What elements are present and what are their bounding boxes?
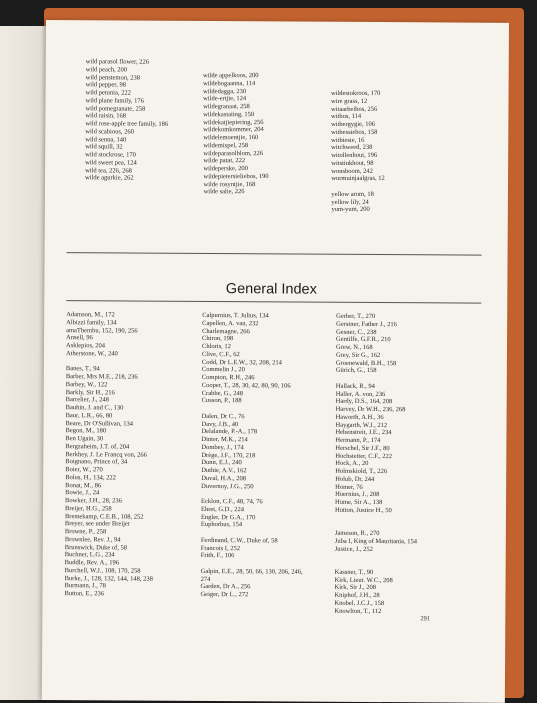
index-entry: Brownlee, Rev. J., 94 bbox=[64, 535, 121, 544]
index-entry: Capellen, A. van, 232 bbox=[202, 319, 259, 328]
index-entry: wild plane family, 176 bbox=[85, 96, 144, 105]
index-entry: wilde appelkoos, 200 bbox=[203, 72, 259, 80]
index-entry: Holmskiold, T., 226 bbox=[335, 467, 388, 476]
index-entry: Cusson, P., 188 bbox=[201, 397, 242, 405]
index-entry: Frith, F., 106 bbox=[200, 552, 235, 560]
index-entry: wildedagga, 230 bbox=[203, 87, 247, 95]
index-entry: Charlemagne, 266 bbox=[202, 327, 250, 335]
index-entry: Bergzaheim, J.T. of, 204 bbox=[65, 442, 130, 451]
index-entry: amaThembu, 152, 190, 256 bbox=[66, 326, 138, 335]
index-entry: wildekatjiepiering, 256 bbox=[203, 118, 264, 126]
index-entry: Kniphof, J.H., 28 bbox=[334, 591, 380, 600]
index-entry: wildepietersieliebos, 190 bbox=[203, 172, 269, 181]
index-entry: Breyer, see under Breijer bbox=[64, 520, 131, 528]
general-index-title: General Index bbox=[225, 281, 317, 298]
index-entry: Buddle, Rev. A., 196 bbox=[64, 559, 120, 567]
index-entry: Banes, T., 94 bbox=[65, 365, 100, 373]
index-entry: wildelemoentjie, 160 bbox=[203, 134, 259, 142]
index-entry: Asklepios, 204 bbox=[65, 342, 106, 350]
index-entry: wildeparasolblom, 226 bbox=[203, 149, 263, 157]
index-entry: Atherstone, W., 240 bbox=[65, 349, 118, 358]
index-entry: wild raisin, 168 bbox=[85, 112, 127, 120]
index-entry: wurmuinjaalgras, 12 bbox=[331, 175, 385, 183]
index-entry: Hutton, Justice H., 50 bbox=[334, 506, 392, 514]
index-entry: Ben Ugain, 30 bbox=[65, 435, 104, 443]
index-entry: Bowie, J., 24 bbox=[65, 489, 100, 497]
index-entry: Clive, C.F., 62 bbox=[201, 350, 240, 358]
index-entry: witollenhout, 196 bbox=[331, 151, 378, 160]
index-entry: Ehret, G.D., 224 bbox=[200, 505, 245, 513]
index-entry: Hebenstreit, J.E., 234 bbox=[335, 429, 392, 437]
index-entry: Geiger, Dr L., 272 bbox=[200, 590, 249, 599]
index-entry: Burmann, J., 78 bbox=[64, 582, 106, 590]
index-entry: Juba I, King of Mauritania, 154 bbox=[334, 537, 417, 546]
index-entry: witbessiebos, 158 bbox=[331, 128, 378, 136]
index-entry: wildeperske, 200 bbox=[203, 165, 248, 173]
index-entry: Compton, R.H., 246 bbox=[201, 373, 255, 382]
index-entry: wildestokroos, 170 bbox=[330, 89, 381, 98]
index-entry: wild senna, 140 bbox=[85, 135, 127, 143]
index-entry: wild petunia, 222 bbox=[85, 89, 131, 97]
index-entry: wildekastaiing, 150 bbox=[203, 110, 255, 119]
index-entry: wild pomegranate, 258 bbox=[85, 104, 146, 113]
index-entry: witbos, 114 bbox=[331, 113, 362, 121]
index-entry: wild scabious, 260 bbox=[85, 127, 134, 136]
plants-index-col-2 bbox=[203, 72, 269, 196]
index-entry: Brunswick, Duke of, 58 bbox=[64, 543, 128, 552]
index-entry: Bauhin, J. and C., 130 bbox=[65, 404, 124, 412]
index-entry: Baur, L.R., 66, 80 bbox=[65, 411, 113, 420]
index-entry: Duval, H.A., 208 bbox=[201, 474, 247, 482]
index-entry: Breijer, H.G., 258 bbox=[64, 504, 112, 513]
index-entry: wild rose-apple tree family, 186 bbox=[85, 120, 169, 128]
index-entry: Hallack, R., 94 bbox=[335, 382, 375, 390]
index-entry: Crabbe, G., 248 bbox=[201, 389, 244, 397]
index-entry: wilde patat, 222 bbox=[203, 157, 246, 165]
index-entry: wildegranaat, 258 bbox=[203, 103, 250, 111]
index-entry: wire grass, 12 bbox=[330, 97, 368, 105]
index-entry: Hume, Sir A., 138 bbox=[335, 498, 383, 507]
index-entry: Hardy, D.S., 164, 208 bbox=[335, 398, 393, 406]
index-entry: wildemispel, 258 bbox=[203, 141, 249, 150]
index-entry: Ecklon, C.F., 48, 74, 76 bbox=[201, 497, 263, 506]
book-page bbox=[42, 20, 509, 703]
index-entry: Buchner, L.G., 234 bbox=[64, 551, 115, 559]
index-entry: wild squill, 32 bbox=[85, 143, 123, 151]
index-entry: Barrelier, J., 248 bbox=[65, 396, 109, 404]
index-entry: wilde agurkie, 262 bbox=[85, 174, 134, 182]
index-entry: witbergygie, 106 bbox=[331, 120, 376, 129]
index-entry: Euphorbus, 154 bbox=[200, 521, 243, 529]
index-entry: Burke, J., 128, 132, 144, 148, 238 bbox=[64, 574, 153, 583]
index-entry: Dalen, Dr C., 76 bbox=[201, 412, 245, 420]
index-entry: Grey, Sir G., 162 bbox=[335, 351, 381, 359]
index-entry: Harvey, Dr W.H., 236, 268 bbox=[335, 405, 406, 414]
index-entry: Drège, J.F., 170, 218 bbox=[201, 451, 256, 459]
index-entry: wild peach, 200 bbox=[85, 65, 128, 74]
index-entry: Burchell, W.J., 108, 170, 258 bbox=[64, 566, 141, 575]
index-entry: Homer, 76 bbox=[335, 483, 363, 491]
index-entry: wild sweet pea, 124 bbox=[85, 158, 137, 167]
index-entry: Albizzi family, 134 bbox=[66, 318, 117, 327]
index-entry: Ferdinand, C.W., Duke of, 58 bbox=[200, 536, 278, 545]
index-entry: wilde salie, 226 bbox=[203, 188, 245, 196]
divider-rule bbox=[67, 252, 482, 256]
index-entry: Ansell, 96 bbox=[66, 334, 93, 342]
index-entry: Hermann, P., 174 bbox=[335, 436, 381, 445]
index-entry: Kirk, Lieut. W.C., 208 bbox=[334, 576, 393, 584]
index-entry: Duvernoy, J.G., 250 bbox=[201, 482, 254, 490]
index-entry: wonsboom, 242 bbox=[331, 167, 373, 175]
index-entry: witchweed, 238 bbox=[331, 144, 373, 152]
index-entry: Bonat, M., 86 bbox=[65, 481, 102, 489]
index-entry: Jameson, R., 270 bbox=[334, 529, 380, 538]
index-entry: Chloris, 12 bbox=[201, 342, 231, 351]
index-entry: wilde-ertjie, 124 bbox=[203, 95, 247, 103]
index-entry: Haller, A. von, 236 bbox=[335, 390, 386, 398]
index-entry: 274 bbox=[200, 575, 211, 583]
index-entry: Kassner, T., 90 bbox=[334, 568, 374, 576]
index-entry: Dombey, J., 174 bbox=[201, 443, 244, 451]
index-entry: Francois I, 252 bbox=[200, 544, 240, 552]
index-entry: wild penstemon, 238 bbox=[85, 73, 141, 82]
index-entry: Gerber, T., 270 bbox=[336, 312, 376, 321]
index-entry: Davy, J.B., 40 bbox=[201, 420, 239, 428]
title-underline-rule bbox=[66, 300, 481, 304]
index-entry: Justice, J., 252 bbox=[334, 545, 373, 553]
index-entry: witaarbeibos, 256 bbox=[330, 105, 378, 113]
index-entry: Groenewald, B.H., 158 bbox=[335, 359, 397, 367]
index-entry: Haworth, A.H., 36 bbox=[335, 413, 384, 421]
index-entry: wilde rosyntjie, 168 bbox=[203, 180, 256, 188]
index-entry: Codd, Dr L.E.W., 32, 208, 214 bbox=[201, 358, 282, 366]
index-entry: Gesner, C., 238 bbox=[336, 328, 377, 336]
index-entry: yellow arum, 18 bbox=[331, 190, 374, 198]
index-entry: Bremekamp, C.E.B., 108, 252 bbox=[64, 512, 144, 521]
index-entry: Begon, M., 180 bbox=[65, 427, 107, 435]
index-entry: Gerstner, Father J., 216 bbox=[336, 320, 397, 328]
index-entry: Dinter, M.K., 214 bbox=[201, 435, 248, 444]
index-entry: Gürich, G., 158 bbox=[335, 367, 377, 375]
index-entry: Commelin J., 20 bbox=[201, 366, 245, 374]
index-entry: wildebogaanna, 114 bbox=[203, 79, 256, 88]
index-entry: Hochstetter, C.F., 222 bbox=[335, 452, 393, 460]
index-entry: Barbey, W., 122 bbox=[65, 380, 108, 389]
index-entry: Bowker, J.H., 28, 236 bbox=[65, 497, 122, 505]
plants-index-col-1 bbox=[85, 58, 169, 183]
index-entry: wild tea, 226, 268 bbox=[85, 166, 132, 175]
index-entry: Cooper, T., 28, 30, 42, 80, 90, 106 bbox=[201, 381, 291, 390]
index-entry: Bolus, H., 134, 222 bbox=[65, 473, 116, 482]
index-entry: Barkly, Sir H., 216 bbox=[65, 388, 115, 396]
index-entry: wild parasol flower, 226 bbox=[85, 58, 150, 66]
index-entry: Galpin, E.E., 28, 50, 66, 130, 206, 246, bbox=[200, 567, 303, 576]
index-entry: Gentilfe, G.F.R., 210 bbox=[336, 336, 391, 344]
index-entry: witstinkhout, 98 bbox=[331, 159, 374, 167]
index-entry: Boignano, Prince of, 34 bbox=[65, 458, 128, 466]
index-entry: Hock, A., 20 bbox=[335, 460, 369, 468]
index-entry bbox=[331, 183, 384, 191]
index-entry: Button, E., 236 bbox=[64, 590, 105, 598]
index-entry: Calpurnius, T. Julius, 134 bbox=[202, 311, 269, 320]
plants-index-col-3 bbox=[331, 90, 385, 214]
index-entry: witbiesie, 16 bbox=[331, 136, 365, 144]
index-entry: Knowlton, T., 112 bbox=[334, 607, 382, 615]
index-entry: Holub, Dr, 244 bbox=[335, 475, 375, 483]
index-entry: wildekomkommer, 204 bbox=[203, 126, 264, 134]
index-entry: yum-yum, 200 bbox=[331, 206, 370, 214]
index-entry: Berkhey, J. Le Francq von, 266 bbox=[65, 450, 147, 459]
index-entry: Chiron, 198 bbox=[202, 335, 234, 343]
index-entry: Boier, W., 270 bbox=[65, 466, 103, 474]
index-entry: wild stockrose, 170 bbox=[85, 151, 136, 159]
index-entry: Garden, Dr A., 256 bbox=[200, 583, 251, 591]
index-entry: Delalande, P.-A., 178 bbox=[201, 428, 258, 436]
index-entry: Huernius, J., 208 bbox=[335, 491, 380, 499]
index-entry: Knobel, J.C.J., 158 bbox=[334, 599, 385, 607]
index-entry: Engler, Dr G.A., 170 bbox=[200, 513, 256, 521]
index-entry: yellow lily, 24 bbox=[331, 198, 369, 206]
index-entry: wild pepper, 98 bbox=[85, 81, 126, 89]
general-index-col-3 bbox=[334, 313, 418, 616]
index-entry: Browne, P., 258 bbox=[64, 528, 107, 536]
index-entry: Barber, Mrs M.E., 218, 236 bbox=[65, 373, 138, 381]
index-entry: Dunn, E.J., 240 bbox=[201, 459, 242, 467]
page-number: 291 bbox=[420, 615, 431, 623]
general-index-col-2 bbox=[200, 312, 304, 599]
general-index-col-1 bbox=[64, 311, 154, 598]
index-entry: Haygarth, W.J., 212 bbox=[335, 421, 388, 429]
index-entry: Grew, N., 168 bbox=[335, 343, 373, 352]
index-entry: Adamson, M., 172 bbox=[66, 311, 115, 319]
index-entry: Herschel, Sir J.F., 80 bbox=[335, 444, 390, 452]
index-entry: Beare, Dr O'Sullivan, 134 bbox=[65, 419, 133, 428]
index-entry: Kirk, Sir J., 208 bbox=[334, 584, 377, 592]
index-entry: Duthie, A.V., 162 bbox=[201, 466, 247, 475]
